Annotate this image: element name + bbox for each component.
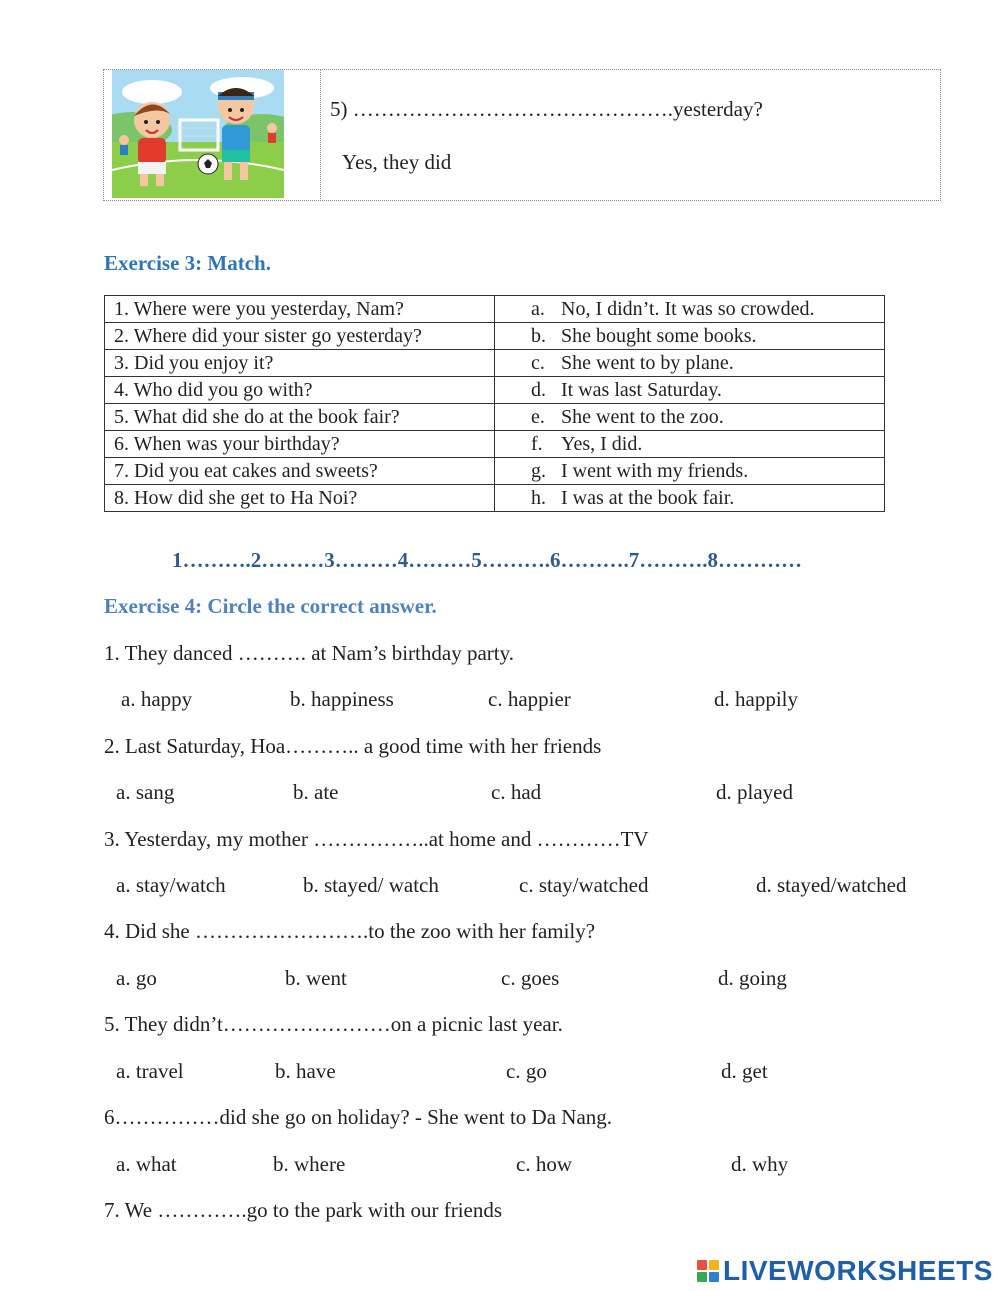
logo-blocks-icon	[697, 1260, 719, 1282]
table-row	[105, 485, 885, 512]
question-2: 2. Last Saturday, Hoa……….. a good time with her friends	[104, 734, 602, 758]
option-2b[interactable]: b. ate	[293, 780, 339, 804]
match-question: 4. Who did you go with?	[105, 377, 495, 404]
option-5b[interactable]: b. have	[275, 1059, 336, 1083]
match-answer: I was at the book fair.	[561, 487, 735, 509]
match-answer-cell	[495, 431, 885, 458]
option-4b[interactable]: b. went	[285, 966, 347, 990]
table-row	[105, 296, 885, 323]
option-2d[interactable]: d. played	[716, 780, 793, 804]
table-row	[105, 431, 885, 458]
logo-text: LIVEWORKSHEETS	[723, 1255, 993, 1286]
table-row	[105, 404, 885, 431]
match-letter: a.	[531, 298, 545, 320]
exercise-3-title: Exercise 3: Match.	[104, 251, 271, 275]
match-answers-blanks: 1……….2………3………4………5……….6……….7……….8…………	[172, 548, 802, 572]
match-question: 7. Did you eat cakes and sweets?	[105, 458, 495, 485]
option-3c[interactable]: c. stay/watched	[519, 873, 649, 897]
exercise-4-title: Exercise 4: Circle the correct answer.	[104, 594, 437, 618]
option-3b[interactable]: b. stayed/ watch	[303, 873, 439, 897]
match-answer-cell	[495, 323, 885, 350]
match-answer-cell	[495, 485, 885, 512]
kids-playing-football-picture	[112, 70, 284, 198]
match-answer-cell	[495, 404, 885, 431]
table-row	[105, 350, 885, 377]
top-table-divider	[320, 69, 321, 201]
match-letter: g.	[531, 460, 546, 482]
option-3a[interactable]: a. stay/watch	[116, 873, 226, 897]
option-5d[interactable]: d. get	[721, 1059, 768, 1083]
match-question: 3. Did you enjoy it?	[105, 350, 495, 377]
match-question: 2. Where did your sister go yesterday?	[105, 323, 495, 350]
match-letter: b.	[531, 325, 546, 347]
match-answer-cell	[495, 458, 885, 485]
question-3: 3. Yesterday, my mother ……………..at home and …………TV	[104, 827, 649, 851]
match-answer: She bought some books.	[561, 325, 757, 347]
match-letter: c.	[531, 352, 545, 374]
option-1d[interactable]: d. happily	[714, 687, 798, 711]
match-letter: h.	[531, 487, 546, 509]
option-5c[interactable]: c. go	[506, 1059, 547, 1083]
option-1c[interactable]: c. happier	[488, 687, 571, 711]
match-table	[104, 295, 885, 512]
option-6d[interactable]: d. why	[731, 1152, 789, 1176]
option-1a[interactable]: a. happy	[121, 687, 193, 711]
match-answer-cell	[495, 377, 885, 404]
question-5: 5. They didn’t……………………on a picnic last year.	[104, 1012, 563, 1036]
option-5a[interactable]: a. travel	[116, 1059, 184, 1083]
liveworksheets-logo	[697, 1255, 993, 1287]
question-1: 1. They danced ………. at Nam’s birthday party.	[104, 641, 514, 665]
match-answer-cell	[495, 350, 885, 377]
match-answer-cell	[495, 296, 885, 323]
option-2c[interactable]: c. had	[491, 780, 542, 804]
match-letter: e.	[531, 406, 545, 428]
table-row	[105, 458, 885, 485]
match-letter: f.	[531, 433, 543, 455]
match-question: 8. How did she get to Ha Noi?	[105, 485, 495, 512]
question-6: 6……………did she go on holiday? - She went to Da Nang.	[104, 1105, 613, 1129]
match-answer: It was last Saturday.	[561, 379, 722, 401]
question-7: 7. We ………….go to the park with our friends	[104, 1198, 503, 1222]
option-1b[interactable]: b. happiness	[290, 687, 394, 711]
option-4d[interactable]: d. going	[718, 966, 787, 990]
match-answer: No, I didn’t. It was so crowded.	[561, 298, 815, 320]
option-6c[interactable]: c. how	[516, 1152, 572, 1176]
match-question: 6. When was your birthday?	[105, 431, 495, 458]
match-question: 5. What did she do at the book fair?	[105, 404, 495, 431]
match-answer: She went to the zoo.	[561, 406, 724, 428]
option-6a[interactable]: a. what	[116, 1152, 177, 1176]
option-2a[interactable]: a. sang	[116, 780, 175, 804]
option-6b[interactable]: b. where	[273, 1152, 346, 1176]
answer-5-line: Yes, they did	[342, 150, 452, 174]
match-question: 1. Where were you yesterday, Nam?	[105, 296, 495, 323]
match-answer: She went to by plane.	[561, 352, 734, 374]
table-row	[105, 323, 885, 350]
question-5-line: 5) ……………………………………….yesterday?	[330, 97, 763, 121]
question-4: 4. Did she …………………….to the zoo with her family?	[104, 919, 596, 943]
match-answer: I went with my friends.	[561, 460, 749, 482]
table-row	[105, 377, 885, 404]
match-answer: Yes, I did.	[561, 433, 643, 455]
option-4c[interactable]: c. goes	[501, 966, 560, 990]
match-letter: d.	[531, 379, 546, 401]
option-4a[interactable]: a. go	[116, 966, 157, 990]
option-3d[interactable]: d. stayed/watched	[756, 873, 907, 897]
